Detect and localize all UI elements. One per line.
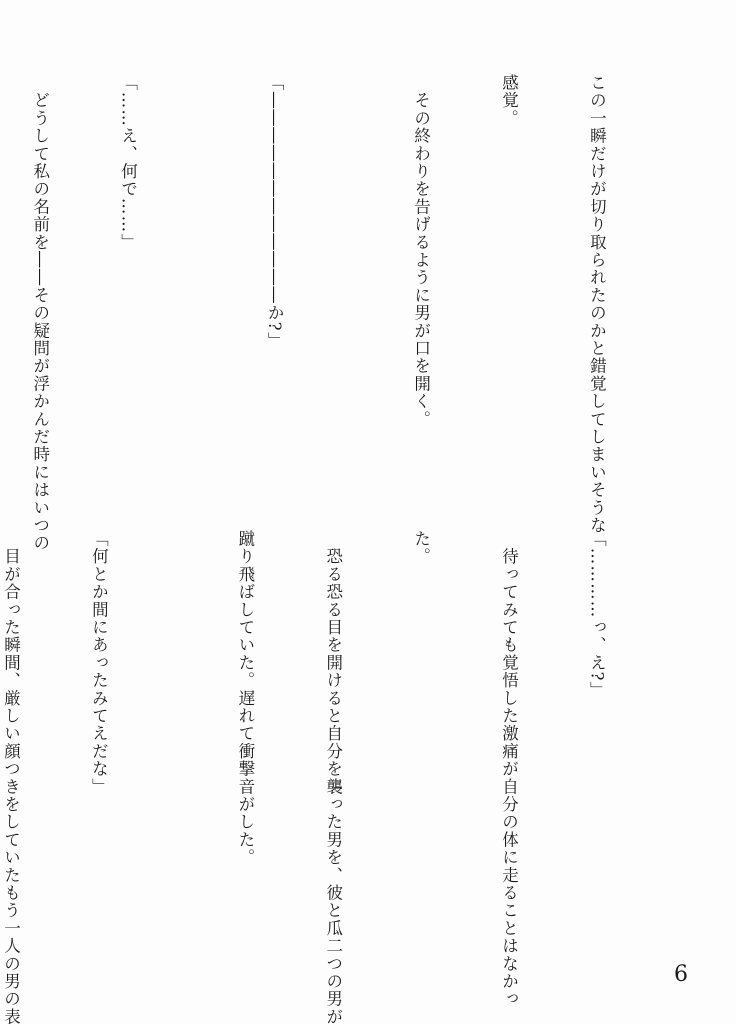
text-line: どうして私の名前を――その疑問が浮かんだ時にはいつの (30, 74, 50, 552)
text-line: 目が合った瞬間、厳しい顔つきをしていたもう一人の男の表 (1, 530, 21, 1026)
page-number: 6 (674, 962, 688, 987)
text-line: た。 (411, 530, 431, 566)
text-line: 「――――――――――――か?」 (265, 74, 285, 350)
text-line: その終わりを告げるように男が口を開く。 (411, 74, 431, 428)
text-line: 「何とか間にあったみてえだな」 (89, 530, 109, 796)
text-line: 「……え、何で……」 (118, 74, 138, 251)
text-line: 蹴り飛ばしていた。遅れて衝撃音がした。 (235, 530, 255, 867)
text-line: 恐る恐る目を開けると自分を襲った男を、彼と瓜二つの男が (323, 530, 343, 1026)
text-line: 待ってみても覚悟した激痛が自分の体に走ることはなかっ (499, 530, 519, 1008)
text-line: この一瞬だけが切り取られたのかと錯覚してしまいそうな (587, 74, 607, 535)
text-line: 「…………っ、え?」 (587, 530, 607, 700)
bottom-text-block (1, 530, 670, 1026)
top-text-block (30, 74, 670, 552)
text-line: 感覚。 (499, 74, 519, 128)
